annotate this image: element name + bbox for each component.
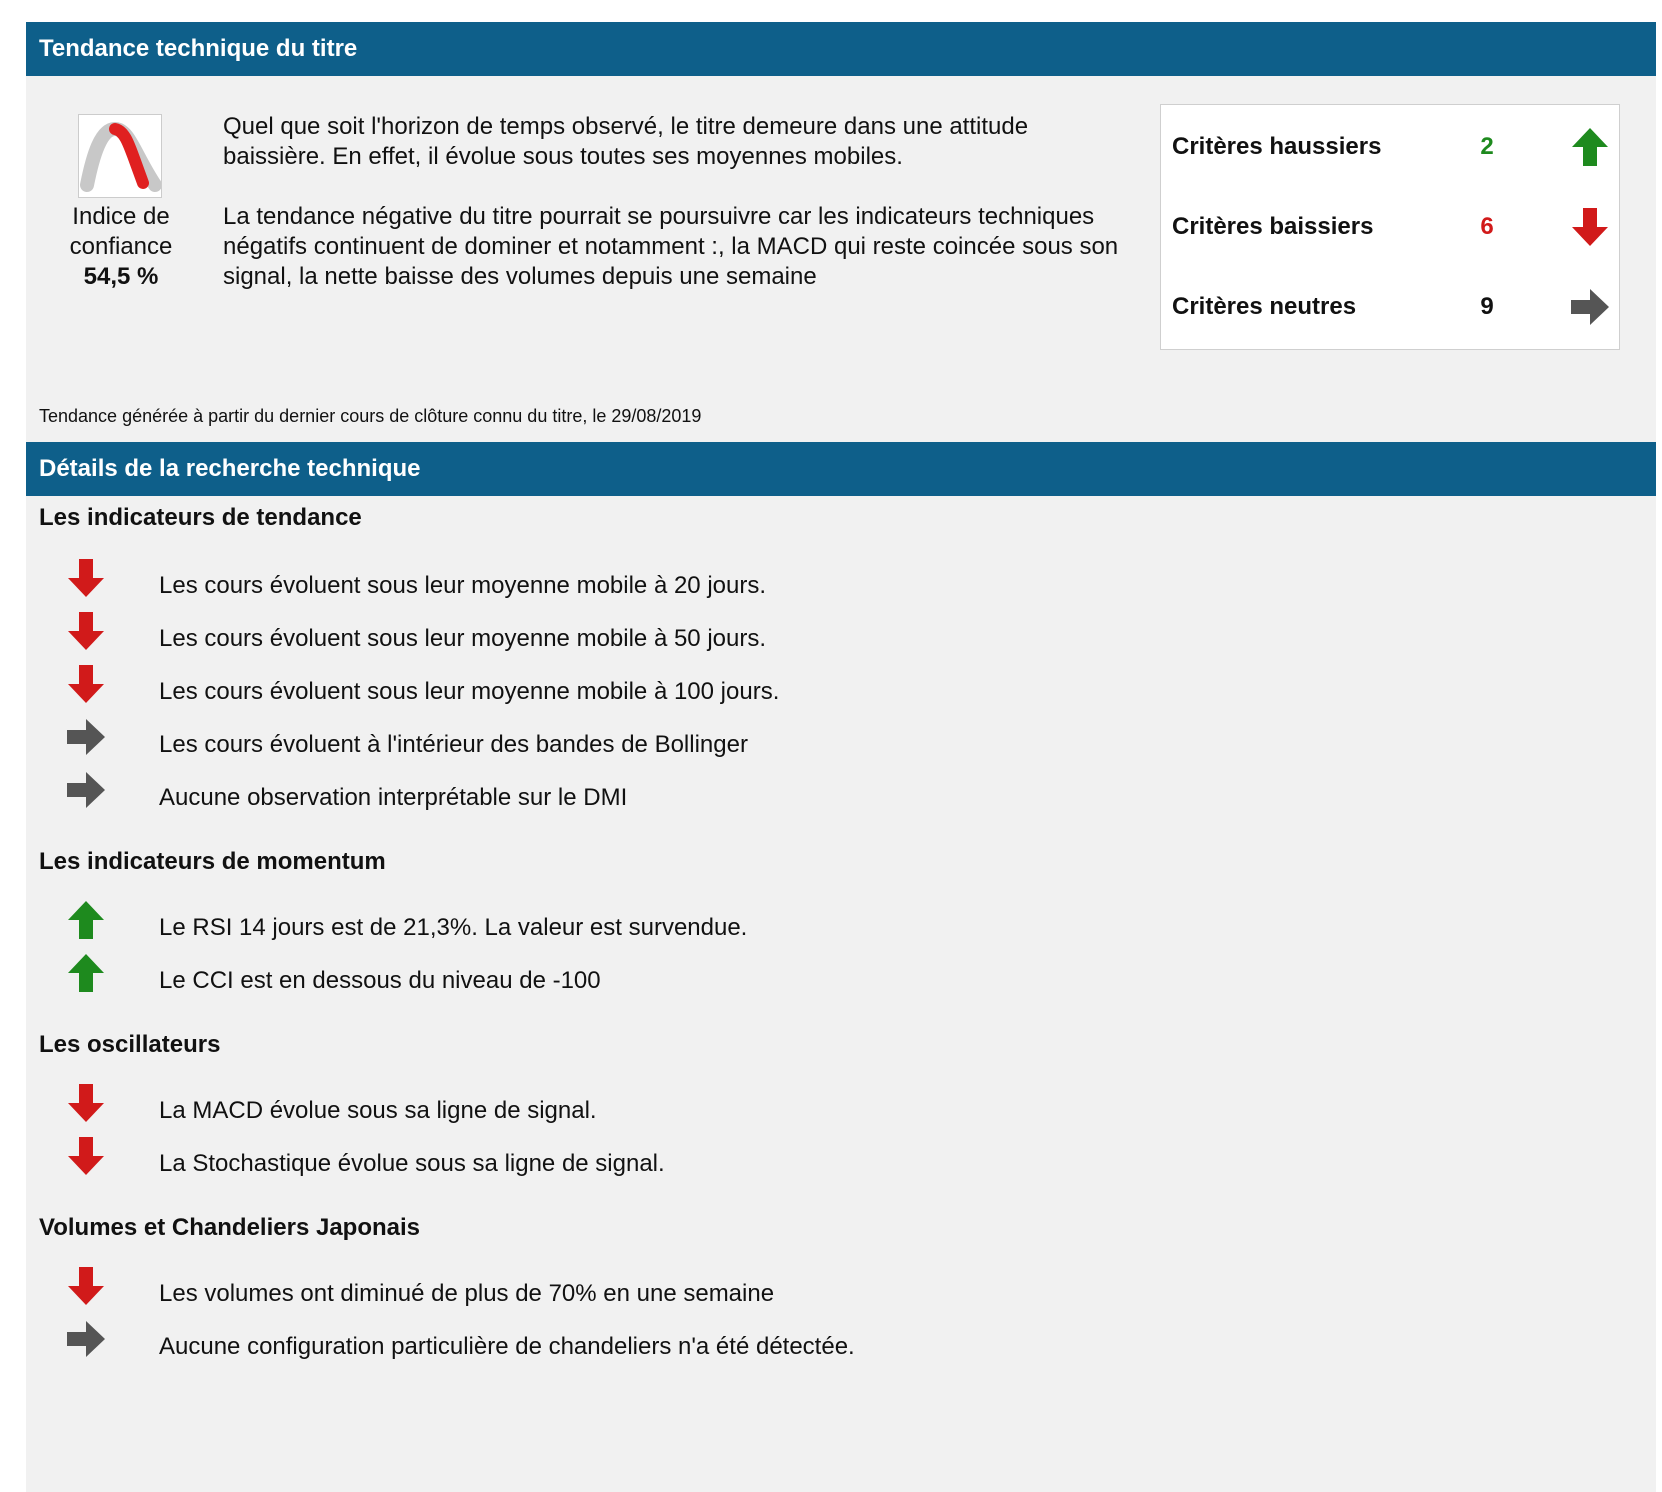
list-item [26,609,1626,665]
trend-panel [26,22,1656,1492]
confidence-logo [78,114,162,198]
criteria-summary-box [1160,104,1620,350]
list-item [26,1264,1626,1320]
trend-footnote: Tendance générée à partir du dernier cours de clôture connu du titre, le 29/08/2019 [39,406,702,426]
group-title-oscillators: Les oscillateurs [39,1031,221,1058]
criteria-label: Critères baissiers [1172,213,1374,240]
arrow-down-icon [64,556,108,600]
arrow-down-icon [64,1134,108,1178]
arrow-down-icon [64,1264,108,1308]
arrow-down-icon [64,1081,108,1125]
item-text: Les cours évoluent sous leur moyenne mobile à 20 jours. [159,572,767,599]
criteria-label: Critères neutres [1172,293,1357,320]
list-item [26,662,1626,718]
list-item [26,898,1626,954]
summary-paragraph-2: La tendance négative du titre pourrait se poursuivre car les indicateurs techniques négatifs continuent de dominer et notamment :, la MACD qui reste coincée sous son signal, la nette baisse des volumes depuis une semaine [223,203,1119,290]
item-text: Les cours évoluent sous leur moyenne mobile à 100 jours. [159,678,780,705]
arrow-down-icon [64,609,108,653]
section-header-details [26,442,1656,496]
section-title: Tendance technique du titre [39,35,358,62]
group-title-volumes: Volumes et Chandeliers Japonais [39,1214,421,1241]
trend-summary [223,112,1123,322]
criteria-neutral-row [1172,285,1612,325]
section-title: Détails de la recherche technique [39,455,421,482]
criteria-bullish-row [1172,125,1612,165]
item-text: Les volumes ont diminué de plus de 70% en une semaine [159,1280,775,1307]
arrow-right-icon [1568,285,1612,329]
list-item [26,1317,1626,1373]
list-item [26,1134,1626,1190]
summary-paragraph-1: Quel que soit l'horizon de temps observé, le titre demeure dans une attitude baissière. En effet, il évolue sous toutes ses moyennes mobiles. [223,113,1029,170]
list-item [26,951,1626,1007]
arrow-right-icon [64,768,108,812]
arrow-down-icon [64,662,108,706]
confidence-label-line1: Indice de [72,203,170,230]
arrow-right-icon [64,1317,108,1361]
criteria-count: 2 [1480,133,1494,160]
arrow-down-icon [1568,205,1612,249]
group-title-trend: Les indicateurs de tendance [39,504,362,531]
arrow-up-icon [64,951,108,995]
group-title-momentum: Les indicateurs de momentum [39,848,386,875]
item-text: La MACD évolue sous sa ligne de signal. [159,1097,597,1124]
list-item [26,768,1626,824]
criteria-bearish-row [1172,205,1612,245]
item-text: Les cours évoluent sous leur moyenne mobile à 50 jours. [159,625,767,652]
criteria-count: 9 [1480,293,1494,320]
list-item [26,1081,1626,1137]
criteria-count: 6 [1480,213,1494,240]
arrow-up-icon [64,898,108,942]
arrow-up-icon [1568,125,1612,169]
list-item [26,556,1626,612]
item-text: Le CCI est en dessous du niveau de -100 [159,967,601,994]
confidence-label-line2: confiance [69,233,173,260]
list-item [26,715,1626,771]
item-text: La Stochastique évolue sous sa ligne de signal. [159,1150,665,1177]
item-text: Aucune observation interprétable sur le DMI [159,784,628,811]
confidence-value: 54,5 % [83,263,159,290]
criteria-label: Critères haussiers [1172,133,1382,160]
item-text: Aucune configuration particulière de chandeliers n'a été détectée. [159,1333,855,1360]
item-text: Le RSI 14 jours est de 21,3%. La valeur est survendue. [159,914,748,941]
section-header-trend [26,22,1656,76]
arrow-right-icon [64,715,108,759]
item-text: Les cours évoluent à l'intérieur des bandes de Bollinger [159,731,748,758]
confidence-index [46,202,196,292]
